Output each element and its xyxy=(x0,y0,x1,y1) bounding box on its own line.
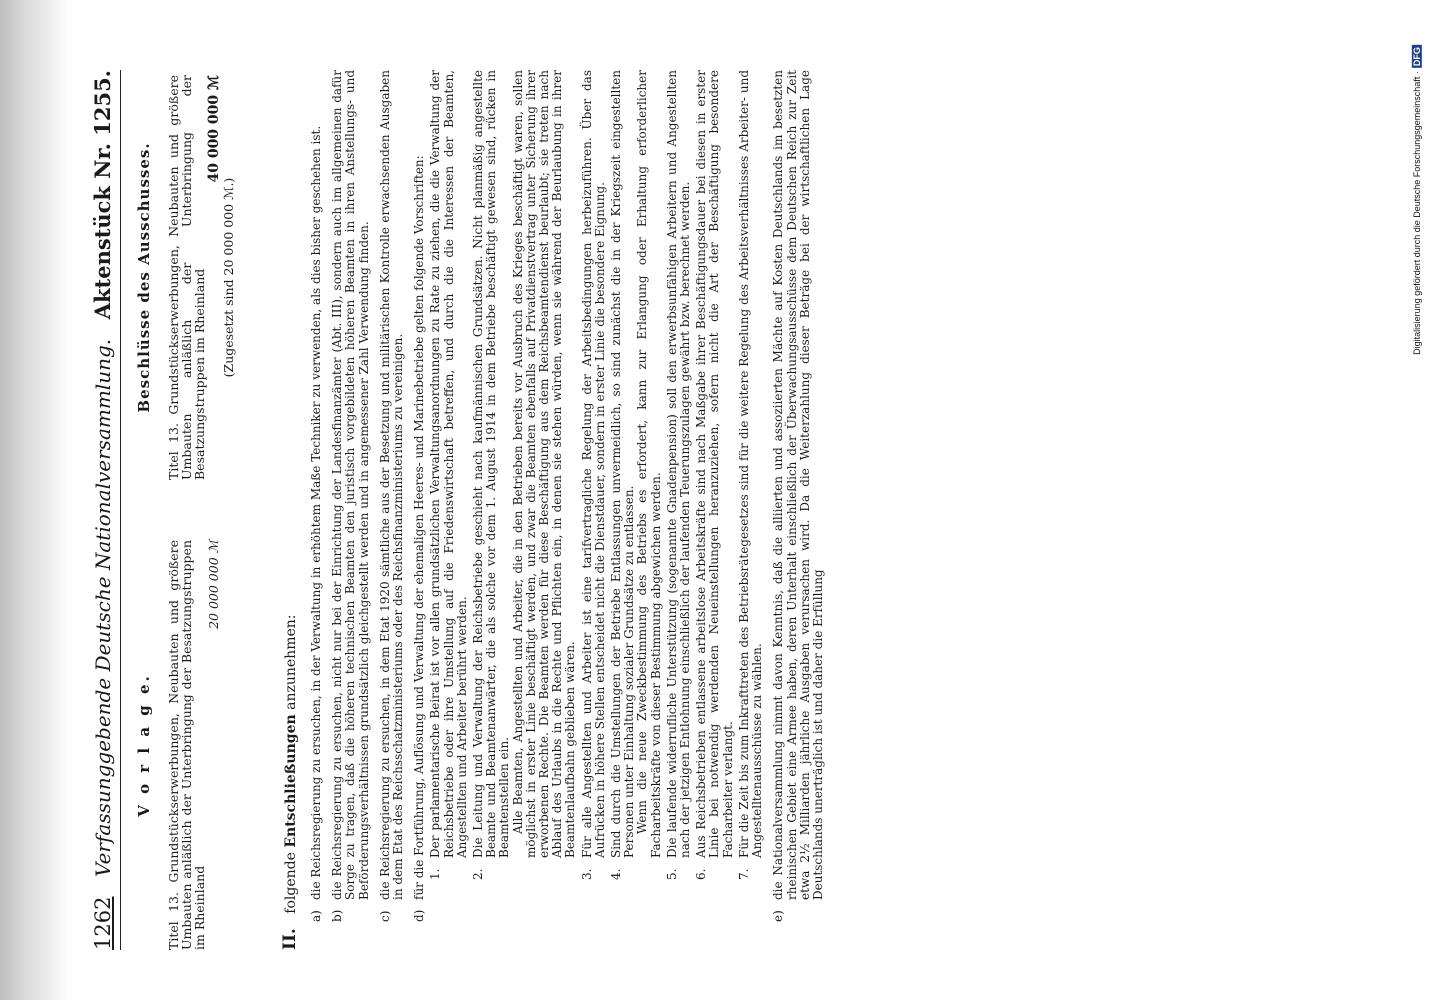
intro-after: anzunehmen: xyxy=(283,614,299,710)
item-text: die Reichsregierung zu ersuchen, nicht nur bei der Einrichtung der Landesfinanzämter (Abt. III), sondern auch im allgemeinen dafür Sorge zu tragen, daß die höheren technischen Beamten den juristisch vorgebildeten höheren Beamten in ihren Anstellungs- und Beförderungsverhältnissen grundsätzlich gleichgestellt werden und in angemessener Zahl Verwendung finden. xyxy=(330,70,371,900)
subitem-5 xyxy=(666,70,692,900)
vorlage-title-text: Titel 13. Grundstückserwerbungen, Neubauten und größere Umbauten anläßlich der Unterbringung der Besatzungstruppen im Rheinland xyxy=(166,540,207,950)
subitem-text: Die laufende widerrufliche Unterstützung (sogenannte Gnadenpension) soll den erwerbsunfähigen Arbeitern und Angestellten nach der jetzigen Entlohnung einschließlich der laufenden Teuerungszulagen gewährt bzw. berechnet werden. xyxy=(664,70,693,858)
resolutions-intro xyxy=(280,70,300,950)
digitization-credit-text: Digitalisierung gefördert durch die Deutsche Forschungsgemeinschaft · xyxy=(1412,71,1422,355)
document-reference: Aktenstück Nr. 1255. xyxy=(90,70,115,320)
item-body xyxy=(413,70,764,900)
subitem-label: 2. xyxy=(471,868,486,880)
subitem-text: Aus Reichsbetrieben entlassene arbeitslose Arbeitskräfte sind nach Maßgabe ihrer Beschäftigungsdauer bei diesen in erster Linie bei notwendig werdenden Neueinstellungen heranzuziehen, sofern nicht die Art der Beschäftigung besondere Facharbeiter verlangt. xyxy=(694,70,735,858)
subitem-label: 4. xyxy=(609,868,624,880)
item-label: b) xyxy=(330,909,345,922)
beschluesse-amount-row xyxy=(206,75,222,480)
beschluesse-amount: 40 000 000 ℳ xyxy=(206,75,222,183)
subitem-label: 7. xyxy=(736,868,751,880)
resolution-item-c xyxy=(379,70,405,950)
resolution-item-e xyxy=(772,70,825,950)
page-number: 1262 xyxy=(91,896,115,950)
vorlage-column xyxy=(135,540,221,950)
item-label: c) xyxy=(377,910,392,922)
resolution-item-a xyxy=(310,70,323,950)
subitem-text: Die Leitung und Verwaltung der Reichsbetriebe geschieht nach kaufmännischen Grundsätzen. Nicht planmäßig angestellte Beamte und Beamtenanwärter, die als solche vor dem 1. August 1914 in dem Betriebe beschäftigt gewesen sind, rücken in Beamtenstellen ein. xyxy=(471,70,512,858)
beschluesse-title-text: Titel 13. Grundstückserwerbungen, Neubauten und größere Umbauten anläßlich der Unterbringung der Besatzungstruppen im Rheinland xyxy=(166,75,207,480)
dfg-logo: DFG xyxy=(1412,47,1422,67)
subitem-7 xyxy=(738,70,764,900)
item-label: e) xyxy=(771,910,786,922)
subitem-label: 3. xyxy=(579,868,594,880)
subitem-text-continued: Alle Beamten, Angestellten und Arbeiter, die in den Betrieben bereits vor Ausbruch des Krieges beschäftigt waren, sollen möglichst in erster Linie beschäftigt werden, und zwar die Beamten ebenfalls auf Privatdienstvertrag unter Sicherung ihrer erworbenen Rechte. Die Beamten werden für diese Beschäftigung aus dem Reichsbeamtendienst beurlaubt; sie treten nach Ablauf des Urlaubs in die Rechte und Pflichten ein, in denen sie stehen würden, wenn sie während der Beurlaubung in ihrer Beamtenlaufbahn geblieben wären. xyxy=(510,70,578,858)
subitem-text: Sind durch die Umstellungen der Betriebe Entlassungen unvermeidlich, so sind zunächst die in der Kriegszeit eingestellten Personen unter Einhaltung sozialer Grundsätze zu entlassen. xyxy=(609,70,637,858)
subitem-text: Für die Zeit bis zum Inkrafttreten des Betriebsrätegesetzes sind für die weitere Regelung des Arbeitsverhältnisses Arbeiter- und Angestelltenausschüsse zu wählen. xyxy=(736,70,765,858)
intro-before: folgende xyxy=(283,852,299,914)
subitem-6 xyxy=(695,70,735,900)
digitization-credit xyxy=(1406,10,1428,390)
subitem-body xyxy=(472,70,578,858)
running-title: Verfassunggebende Deutsche Nationalversammlung. xyxy=(91,338,115,878)
beschluesse-column xyxy=(135,75,235,480)
section-numeral: II. xyxy=(280,928,300,950)
vorlage-heading: V o r l a g e. xyxy=(135,673,153,817)
subitem-label: 5. xyxy=(664,868,679,880)
document-page xyxy=(90,70,1240,950)
subitem-1 xyxy=(429,70,469,900)
subitem-text: Der parlamentarische Beirat ist vor allen grundsätzlichen Verwaltungsanordnungen zu Rate zu ziehen, die die Verwaltung der Reichsbetriebe oder ihre Umstellung auf die Friedenswirtschaft betreffen, und durch die die Interessen der Beamten, Angestellten und Arbeiter berührt werden. xyxy=(428,70,469,858)
resolution-item-b xyxy=(331,70,371,950)
item-text: die Nationalversammlung nimmt davon Kenntnis, daß die alliierten und assoziierten Mächte auf Kosten Deutschlands im besetzten rheinischen Gebiet eine Armee haben, deren Unterhalt einschließlich der Überwachungsausschüsse dem Deutschen Reich zur Zeit etwa 2½ Milliarden jährliche Ausgaben verursachen wird. Da die Weiterzahlung dieser Beträge bei der wirtschaftlichen Lage Deutschlands unerträglich ist und daher die Erfüllung xyxy=(771,70,825,900)
vorlage-amount-row xyxy=(206,540,221,950)
subitem-body xyxy=(610,70,663,858)
subitem-4 xyxy=(610,70,663,900)
resolutions-section xyxy=(280,70,833,950)
beschluesse-heading: Beschlüsse des Ausschusses. xyxy=(135,142,153,413)
subitem-text-continued: Wenn die neue Zweckbestimmung des Betriebs es erfordert, kann zur Erlangung oder Erhaltung erforderlicher Facharbeitskräfte von dieser Bestimmung abgewichen werden. xyxy=(635,70,663,858)
intro-keyword: Entschließungen xyxy=(283,714,299,848)
item-text: die Reichsregierung zu ersuchen, in dem Etat 1920 sämtliche aus der Besetzung und militärischen Kontrolle erwachsenden Ausgaben in dem Etat des Reichsschatzministeriums oder des Reichsfinanzministeriums zu vereinigen. xyxy=(377,70,406,900)
resolution-item-d xyxy=(413,70,764,950)
beschluesse-note: (Zugesetzt sind 20 000 000 ℳ.) xyxy=(221,177,236,378)
subitem-label: 1. xyxy=(428,868,443,880)
item-label: a) xyxy=(309,910,323,922)
subitem-label: 6. xyxy=(694,868,709,880)
subitem-text: Für alle Angestellten und Arbeiter ist eine tarifvertragliche Regelung der Arbeitsbedingungen herbeizuführen. Über das Aufrücken in höhere Stellen entscheidet nicht die Dienstdauer, sondern in erster Linie die besondere Eignung. xyxy=(579,70,607,858)
subitem-2 xyxy=(472,70,578,900)
item-text: für die Fortführung, Auflösung und Verwaltung der ehemaligen Heeres- und Marinebetriebe gelten folgende Vorschriften: xyxy=(412,155,427,900)
vorlage-amount: 20 000 000 ℳ xyxy=(206,540,221,629)
page-header xyxy=(90,70,121,950)
resolution-items xyxy=(310,70,825,950)
item-label: d) xyxy=(412,909,427,922)
item-text: die Reichsregierung zu ersuchen, in der Verwaltung in erhöhtem Maße Techniker zu verwenden, als dies bisher geschehen ist. xyxy=(309,125,323,900)
scan-edge-shadow xyxy=(0,0,70,1000)
subitem-3 xyxy=(581,70,607,900)
